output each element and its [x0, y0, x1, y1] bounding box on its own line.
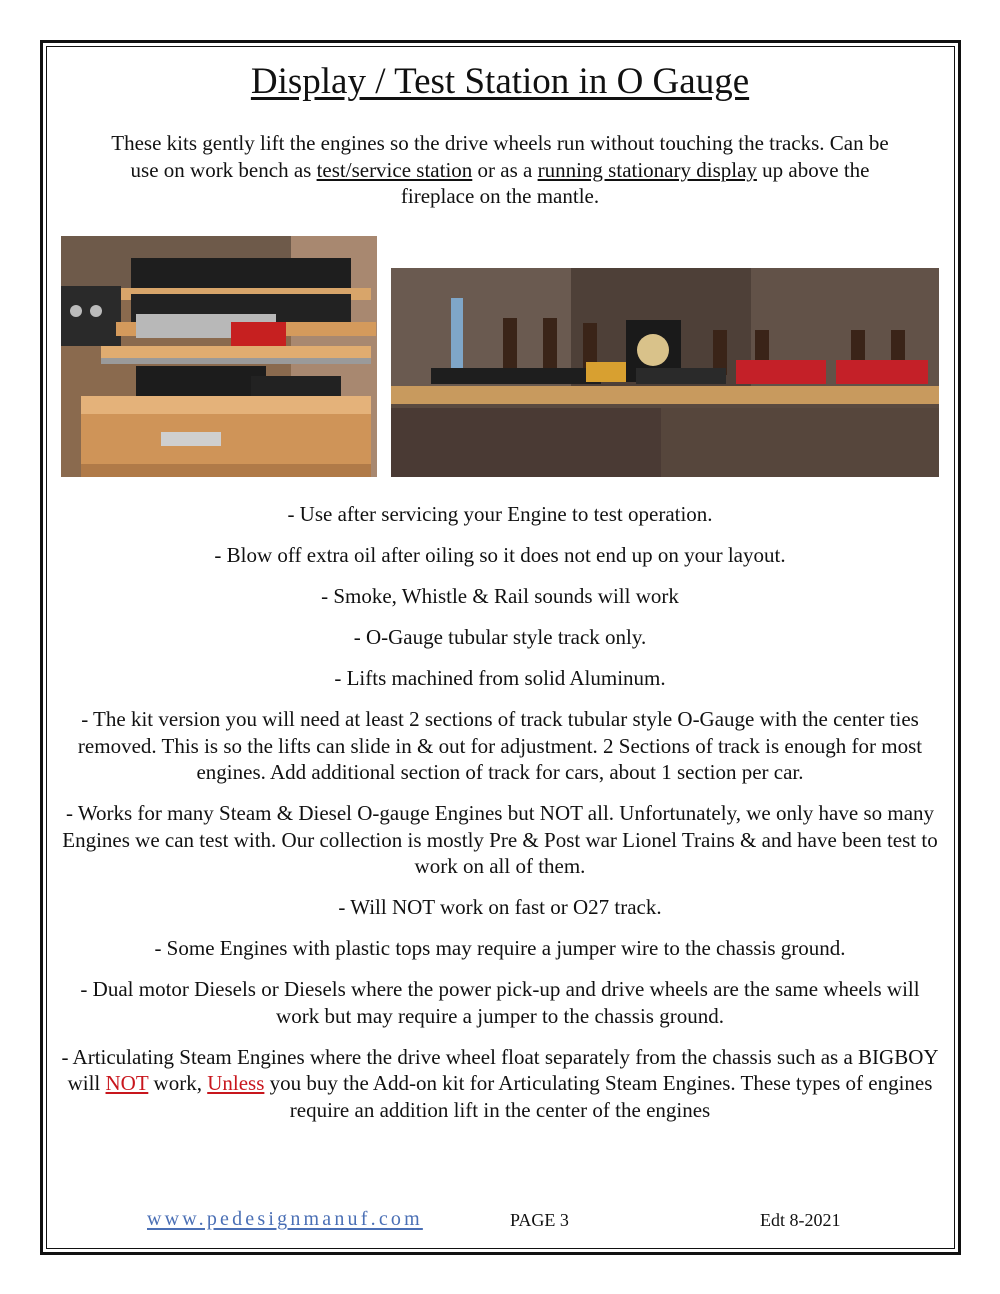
not-emphasis: NOT	[105, 1071, 149, 1095]
list-item: - Blow off extra oil after oiling so it does not end up on your layout.	[214, 543, 786, 567]
edition-label: Edt 8-2021	[760, 1210, 841, 1230]
intro-text-2: or as a	[472, 157, 538, 182]
website-link[interactable]: www.pedesignmanuf.com	[147, 1208, 423, 1230]
list-item-articulating	[58, 1044, 942, 1124]
intro-running-display-phrase: running stationary display	[537, 157, 757, 182]
list-item: - Lifts machined from solid Aluminum.	[334, 666, 666, 690]
list-item: - Some Engines with plastic tops may require a jumper wire to the chassis ground.	[154, 936, 846, 960]
unless-emphasis: Unless	[207, 1071, 265, 1095]
page-number: PAGE 3	[510, 1210, 569, 1230]
mantle-train-display-photo	[391, 268, 939, 477]
feature-list	[58, 501, 942, 1138]
list-item: - Smoke, Whistle & Rail sounds will work	[321, 584, 679, 608]
train-display-stand-photo	[61, 236, 377, 477]
articulating-text-2: work,	[148, 1071, 208, 1095]
list-item: - O-Gauge tubular style track only.	[353, 625, 647, 649]
articulating-text-1: - Articulating Steam Engines where the drive wheel float separately from the chassis such as a BIGBOY will	[61, 1044, 939, 1095]
list-item: - Dual motor Diesels or Diesels where the power pick-up and drive wheels are the same wheels will work but may require a jumper to the chassis ground.	[80, 977, 920, 1028]
list-item: - The kit version you will need at least 2 sections of track tubular style O-Gauge with the center ties removed. This is so the lifts can slide in & out for adjustment. 2 Sections of track is enough for most engines. Add additional section of track for cars, about 1 section per car.	[77, 707, 923, 784]
list-item: - Use after servicing your Engine to test operation.	[287, 502, 713, 526]
intro-text-1: These kits gently lift the engines so the drive wheels run without touching the tracks. Can be use on work bench as	[111, 131, 889, 182]
page-title: Display / Test Station in O Gauge	[250, 61, 750, 102]
intro-paragraph	[110, 130, 890, 210]
articulating-text-3: you buy the Add-on kit for Articulating Steam Engines. These types of engines require an addition lift in the center of the engines	[264, 1071, 933, 1122]
intro-test-station-phrase: test/service station	[316, 157, 473, 182]
intro-text-3: up above the fireplace on the mantle.	[400, 157, 870, 208]
list-item: - Will NOT work on fast or O27 track.	[338, 895, 662, 919]
list-item: - Works for many Steam & Diesel O-gauge Engines but NOT all. Unfortunately, we only have so many Engines we can test with. Our collection is mostly Pre & Post war Lionel Trains & and have been test to work on all of them.	[62, 801, 938, 878]
